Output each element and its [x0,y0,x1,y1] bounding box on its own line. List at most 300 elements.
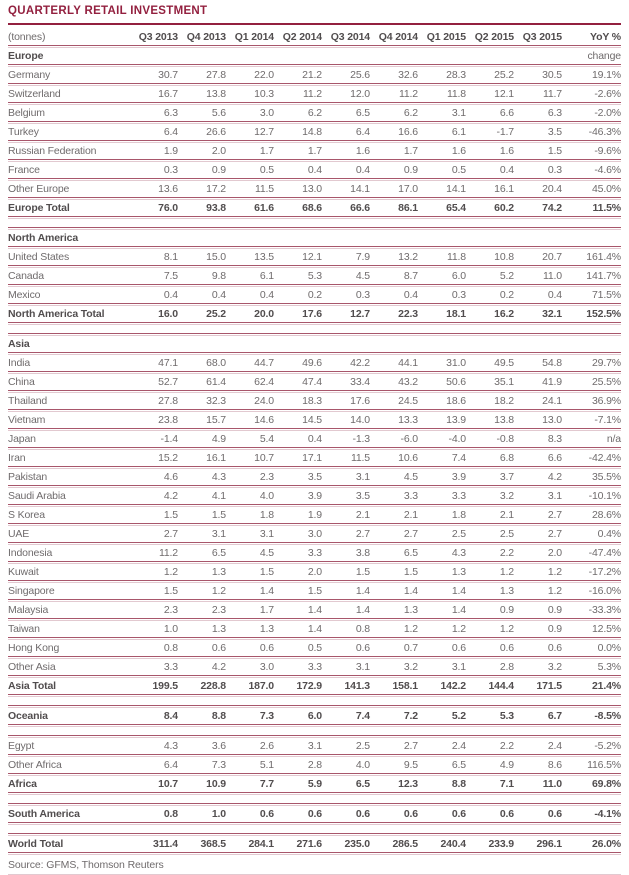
cell-value: 3.5 [547,126,562,138]
cell-value: 1.5 [163,585,178,597]
cell-value: 4.5 [259,547,274,559]
cell-value: 1.9 [307,509,322,521]
cell-value: 10.9 [206,778,226,790]
cell-value: 17.0 [398,183,418,195]
cell-value: 1.2 [547,585,562,597]
cell-value: 171.5 [536,680,562,692]
row-label: S Korea [8,509,45,521]
cell-value: 3.1 [307,740,322,752]
cell-value: 1.5 [547,145,562,157]
cell-value: 22.3 [398,308,418,320]
cell-value: -1.3 [352,433,370,445]
cell-value: 1.5 [259,566,274,578]
cell-value: 1.4 [451,604,466,616]
column-header: Q3 2014 [330,31,370,43]
cell-value: -10.1% [588,490,621,502]
cell-value: 6.3 [163,107,178,119]
table-row [8,640,621,656]
cell-value: 0.6 [451,808,466,820]
cell-value: 71.5% [591,289,621,301]
cell-value: 2.4 [547,740,562,752]
row-label: North America Total [8,308,105,320]
cell-value: 0.4 [547,289,562,301]
cell-value: 0.6 [211,642,226,654]
section-header-row [8,230,621,246]
cell-value: -0.8 [496,433,514,445]
cell-value: 28.6% [591,509,621,521]
column-header: Q1 2014 [234,31,274,43]
cell-value: 6.7 [547,710,562,722]
cell-value: -1.7 [496,126,514,138]
cell-value: 13.2 [398,251,418,263]
cell-value: 1.8 [451,509,466,521]
row-label: France [8,164,40,176]
cell-value: 3.5 [307,471,322,483]
cell-value: 2.7 [403,528,418,540]
cell-value: 65.4 [446,202,466,214]
cell-value: 3.0 [259,661,274,673]
cell-value: 69.8% [591,778,621,790]
cell-value: 1.4 [451,585,466,597]
cell-value: 4.1 [211,490,226,502]
row-label: Africa [8,778,37,790]
cell-value: 68.6 [302,202,322,214]
cell-value: 235.0 [344,838,370,850]
cell-value: 0.6 [547,642,562,654]
cell-value: 1.5 [211,509,226,521]
cell-value: 15.0 [206,251,226,263]
cell-value: 368.5 [200,838,226,850]
cell-value: 0.6 [259,642,274,654]
cell-value: 11.8 [446,88,466,100]
cell-value: 68.0 [206,357,226,369]
table-row [8,355,621,371]
table-row [8,659,621,675]
cell-value: 2.5 [355,740,370,752]
cell-value: 1.3 [259,623,274,635]
cell-value: -6.0 [400,433,418,445]
cell-value: 7.7 [259,778,274,790]
cell-value: 172.9 [296,680,322,692]
cell-value: 5.4 [259,433,274,445]
cell-value: 3.6 [211,740,226,752]
cell-value: 14.6 [254,414,274,426]
cell-value: 2.6 [259,740,274,752]
cell-value: 27.8 [206,69,226,81]
table-row [8,105,621,121]
cell-value: 32.6 [398,69,418,81]
cell-value: 5.2 [451,710,466,722]
cell-value: 5.9 [307,778,322,790]
cell-value: -16.0% [588,585,621,597]
title-rule [8,23,621,25]
cell-value: 2.7 [355,528,370,540]
cell-value: 45.0% [591,183,621,195]
cell-value: 3.9 [451,471,466,483]
cell-value: 42.2 [350,357,370,369]
cell-value: 2.8 [499,661,514,673]
cell-value: 7.4 [451,452,466,464]
row-label: Europe [8,50,44,62]
cell-value: 16.7 [158,88,178,100]
cell-value: 29.7% [591,357,621,369]
table-header-row [8,29,621,45]
row-label: World Total [8,838,64,850]
cell-value: 1.6 [499,145,514,157]
cell-value: 6.1 [451,126,466,138]
cell-value: 1.2 [499,566,514,578]
section-gap [8,697,621,705]
table-row [8,306,621,322]
cell-value: 1.7 [259,145,274,157]
cell-value: 11.8 [446,251,466,263]
cell-value: 11.2 [158,547,178,559]
cell-value: 2.7 [403,740,418,752]
cell-value: 1.3 [211,566,226,578]
table-row [8,806,621,822]
cell-value: 1.5 [403,566,418,578]
table-row [8,162,621,178]
cell-value: 6.4 [355,126,370,138]
cell-value: 1.3 [403,604,418,616]
cell-value: 4.6 [163,471,178,483]
row-label: North America [8,232,79,244]
cell-value: 1.4 [307,604,322,616]
cell-value: 7.2 [403,710,418,722]
cell-value: 1.0 [211,808,226,820]
cell-value: 286.5 [392,838,418,850]
table-row [8,124,621,140]
cell-value: 8.4 [163,710,178,722]
cell-value: n/a [606,433,621,445]
cell-value: 1.2 [211,585,226,597]
cell-value: 6.4 [163,126,178,138]
cell-value: 187.0 [248,680,274,692]
cell-value: 23.8 [158,414,178,426]
cell-value: 0.6 [499,808,514,820]
cell-value: 41.9 [542,376,562,388]
column-header: YoY % [590,31,621,43]
cell-value: 2.8 [307,759,322,771]
cell-value: 32.3 [206,395,226,407]
cell-value: 1.3 [499,585,514,597]
cell-value: 16.1 [206,452,226,464]
cell-value: 3.3 [163,661,178,673]
cell-value: -4.6% [594,164,621,176]
cell-value: 16.2 [494,308,514,320]
cell-value: 1.2 [547,566,562,578]
column-header: Q2 2015 [474,31,514,43]
table-row [8,488,621,504]
cell-value: 10.3 [254,88,274,100]
cell-value: 12.1 [302,251,322,263]
cell-value: 1.6 [451,145,466,157]
cell-value: 2.2 [499,740,514,752]
row-label: Other Europe [8,183,70,195]
cell-value: 0.3 [355,289,370,301]
cell-value: 0.6 [355,808,370,820]
cell-value: 2.0 [211,145,226,157]
cell-value: 3.3 [307,661,322,673]
row-label: Egypt [8,740,35,752]
cell-value: 1.2 [499,623,514,635]
cell-value: 4.2 [547,471,562,483]
cell-value: 4.3 [211,471,226,483]
cell-value: 11.2 [302,88,322,100]
cell-value: -17.2% [588,566,621,578]
cell-value: -4.1% [594,808,621,820]
cell-value: 0.3 [163,164,178,176]
cell-value: 0.4 [403,289,418,301]
cell-value: 44.7 [254,357,274,369]
cell-value: 6.0 [307,710,322,722]
cell-value: 12.3 [398,778,418,790]
cell-value: 35.5% [591,471,621,483]
cell-value: 20.0 [254,308,274,320]
cell-value: 8.8 [211,710,226,722]
cell-value: 1.4 [259,585,274,597]
cell-value: 18.1 [446,308,466,320]
cell-value: 30.5 [542,69,562,81]
cell-value: 2.0 [547,547,562,559]
cell-value: 0.4% [597,528,621,540]
row-label: United States [8,251,70,263]
table-row [8,249,621,265]
cell-value: 0.9 [547,604,562,616]
cell-value: 1.4 [355,604,370,616]
cell-value: 18.2 [494,395,514,407]
cell-value: 233.9 [488,838,514,850]
cell-value: 3.3 [403,490,418,502]
table-row [8,564,621,580]
cell-value: 12.0 [350,88,370,100]
cell-value: 11.5 [254,183,274,195]
cell-value: 3.1 [547,490,562,502]
cell-value: 4.2 [163,490,178,502]
cell-value: 12.7 [350,308,370,320]
cell-value: 2.7 [547,509,562,521]
cell-value: 13.0 [302,183,322,195]
cell-value: 7.5 [163,270,178,282]
cell-value: 25.5% [591,376,621,388]
cell-value: 7.4 [355,710,370,722]
cell-value: 1.9 [163,145,178,157]
cell-value: 15.7 [206,414,226,426]
cell-value: 17.1 [302,452,322,464]
cell-value: 21.4% [591,680,621,692]
cell-value: 4.0 [259,490,274,502]
cell-value: 9.5 [403,759,418,771]
cell-value: 0.6 [355,642,370,654]
section-gap [8,795,621,803]
cell-value: 47.1 [158,357,178,369]
cell-value: 2.1 [355,509,370,521]
section-gap [8,825,621,833]
row-label: Other Africa [8,759,62,771]
table-row [8,776,621,792]
row-label: Iran [8,452,26,464]
cell-value: 0.4 [355,164,370,176]
cell-value: 4.0 [355,759,370,771]
cell-value: 1.7 [259,604,274,616]
cell-value: 2.1 [499,509,514,521]
cell-value: 1.4 [403,585,418,597]
cell-value: 62.4 [254,376,274,388]
cell-value: 11.0 [542,778,562,790]
section-gap [8,727,621,735]
cell-value: 66.6 [350,202,370,214]
cell-value: 49.6 [302,357,322,369]
cell-value: 19.1% [591,69,621,81]
row-label: China [8,376,35,388]
cell-value: 6.5 [451,759,466,771]
cell-value: 60.2 [494,202,514,214]
cell-value: 11.5 [350,452,370,464]
cell-value: 4.5 [355,270,370,282]
cell-value: 11.0 [542,270,562,282]
cell-value: 0.6 [403,808,418,820]
source-note: Source: GFMS, Thomson Reuters [8,859,164,871]
column-header: Q3 2015 [522,31,562,43]
row-label: Japan [8,433,36,445]
cell-value: 25.2 [206,308,226,320]
table-row [8,287,621,303]
cell-value: 3.1 [451,107,466,119]
cell-value: -4.0 [448,433,466,445]
cell-value: 0.0% [597,642,621,654]
cell-value: 1.5 [355,566,370,578]
cell-value: 20.4 [542,183,562,195]
cell-value: 28.3 [446,69,466,81]
cell-value: 24.0 [254,395,274,407]
cell-value: 1.4 [355,585,370,597]
row-label: Kuwait [8,566,39,578]
cell-value: 36.9% [591,395,621,407]
cell-value: 7.9 [355,251,370,263]
cell-value: 6.5 [403,547,418,559]
cell-value: -42.4% [588,452,621,464]
cell-value: 13.8 [494,414,514,426]
cell-value: 14.5 [302,414,322,426]
cell-value: -8.5% [594,710,621,722]
cell-value: 311.4 [153,838,178,850]
cell-value: 32.1 [542,308,562,320]
yoy-sublabel: change [587,50,621,62]
cell-value: 0.6 [547,808,562,820]
cell-value: 14.8 [302,126,322,138]
cell-value: 6.5 [355,107,370,119]
cell-value: 11.7 [542,88,562,100]
cell-value: 296.1 [536,838,562,850]
cell-value: 33.4 [350,376,370,388]
row-label: Asia Total [8,680,56,692]
cell-value: 13.5 [254,251,274,263]
cell-value: 61.6 [254,202,274,214]
cell-value: 3.0 [307,528,322,540]
cell-value: 52.7 [158,376,178,388]
cell-value: 5.1 [259,759,274,771]
cell-value: 2.5 [451,528,466,540]
row-label: Mexico [8,289,41,301]
cell-value: 6.5 [211,547,226,559]
cell-value: 1.5 [163,509,178,521]
cell-value: -2.0% [594,107,621,119]
cell-value: 10.8 [494,251,514,263]
cell-value: 17.2 [206,183,226,195]
cell-value: 16.0 [158,308,178,320]
cell-value: 10.7 [254,452,274,464]
row-label: Other Asia [8,661,56,673]
row-label: Pakistan [8,471,48,483]
cell-value: 0.2 [499,289,514,301]
cell-value: -2.6% [594,88,621,100]
table-row [8,621,621,637]
cell-value: 14.0 [350,414,370,426]
section-header-row [8,336,621,352]
cell-value: 0.3 [547,164,562,176]
cell-value: 0.4 [499,164,514,176]
cell-value: 26.0% [591,838,621,850]
cell-value: 1.5 [307,585,322,597]
cell-value: 0.8 [355,623,370,635]
cell-value: -33.3% [588,604,621,616]
cell-value: 1.8 [259,509,274,521]
cell-value: 2.0 [307,566,322,578]
table-row [8,67,621,83]
cell-value: 2.2 [499,547,514,559]
row-label: Canada [8,270,44,282]
cell-value: 3.9 [307,490,322,502]
cell-value: 93.8 [206,202,226,214]
cell-value: 0.7 [403,642,418,654]
column-header: Q4 2014 [378,31,418,43]
cell-value: 1.0 [163,623,178,635]
cell-value: 3.2 [547,661,562,673]
cell-value: 0.5 [259,164,274,176]
cell-value: 0.5 [451,164,466,176]
cell-value: 5.6 [211,107,226,119]
cell-value: 0.3 [451,289,466,301]
section-gap [8,219,621,227]
cell-value: 24.5 [398,395,418,407]
cell-value: -7.1% [594,414,621,426]
cell-value: 17.6 [350,395,370,407]
cell-value: 16.1 [494,183,514,195]
cell-value: 6.1 [259,270,274,282]
column-header: Q2 2014 [282,31,322,43]
cell-value: 240.4 [440,838,466,850]
cell-value: 0.4 [211,289,226,301]
cell-value: 4.9 [211,433,226,445]
cell-value: 6.5 [355,778,370,790]
row-label: Taiwan [8,623,40,635]
cell-value: 0.4 [259,289,274,301]
cell-value: 20.7 [542,251,562,263]
table-row [8,526,621,542]
cell-value: 0.9 [211,164,226,176]
row-label: South America [8,808,80,820]
cell-value: 116.5% [587,759,621,771]
column-header: Q3 2013 [138,31,178,43]
table-row [8,738,621,754]
cell-value: 6.2 [403,107,418,119]
table-row [8,583,621,599]
cell-value: 26.6 [206,126,226,138]
cell-value: 86.1 [398,202,418,214]
row-label: Hong Kong [8,642,60,654]
cell-value: 2.3 [163,604,178,616]
cell-value: 3.3 [451,490,466,502]
